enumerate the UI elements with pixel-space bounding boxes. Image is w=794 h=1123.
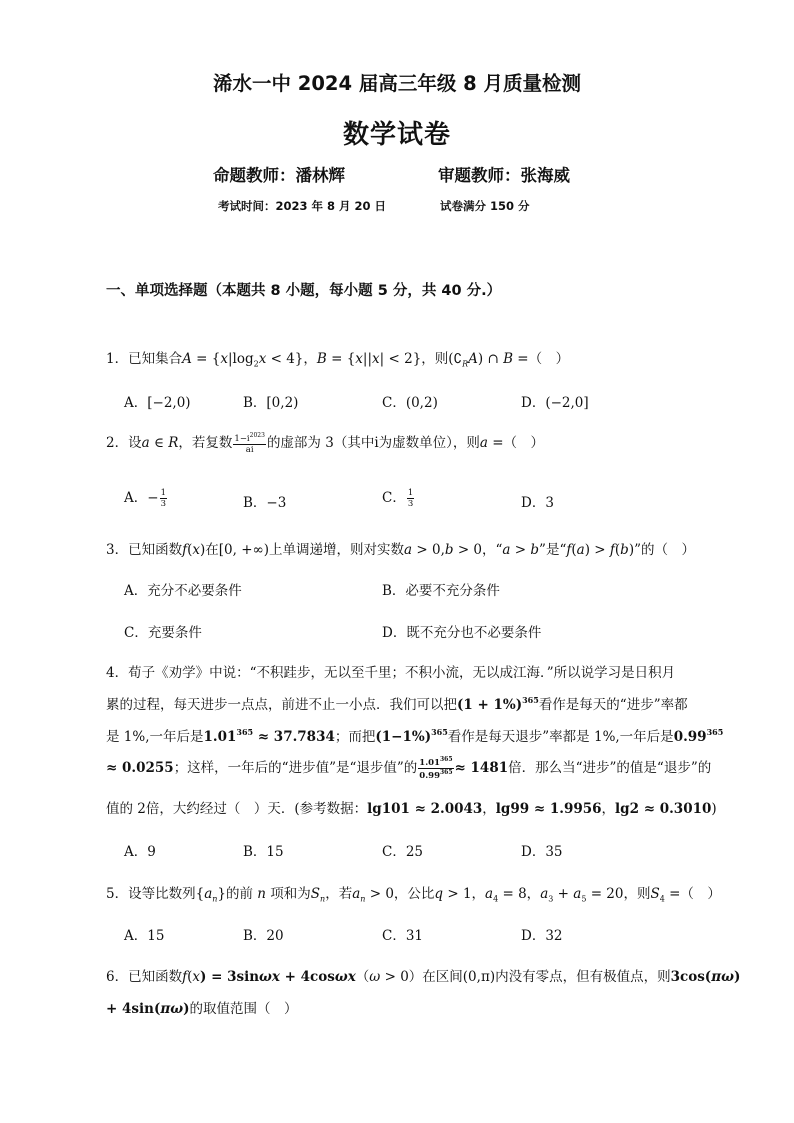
progress-ratio-fraction: $\frac{1.01^{365}}{0.99^{365}}$ — [419, 755, 453, 781]
q5-option-b: B．20 — [243, 928, 284, 944]
complex-fraction: $\frac{1-i^{2023}}{ai}$ — [234, 431, 265, 455]
question-4-line-4: ≈ 0.0255；这样，一年后的“进步值”是“退步值”的 $\frac{1.01^{365}}{0.99^{365}}$ ≈ 1481倍．那么当“进步”的值是“退步”的 — [106, 755, 712, 781]
q4-option-c: C．25 — [382, 844, 424, 860]
question-setter: 命题教师：潘林辉 — [213, 166, 345, 185]
question-1-stem: 1．已知集合$A = \{x|\log_2x < 4\}$，B = {x||x| < 2}，则$(∁_RA)$ ∩ B =（ ） — [106, 351, 570, 369]
q1-option-d: D．(−2,0] — [521, 395, 589, 411]
question-4-line-3: 是 1%,一年后是$1.01^{365} \approx 37.7834$；而把$(1-1\%)^{365}$看作是每天退步”率都是 1%,一年后是0.99$^{365}$ — [106, 727, 724, 745]
full-score: 试卷满分 150 分 — [440, 199, 530, 213]
q4-option-d: D．35 — [521, 844, 563, 860]
q3-option-a: A．充分不必要条件 — [124, 583, 242, 599]
q2-option-b: B．−3 — [243, 495, 287, 511]
question-reviewer: 审题教师：张海威 — [438, 166, 570, 185]
question-3-stem: 3．已知函数f(x)在[0, +∞)上单调递增，则对实数a > 0,b > 0，“a > b”是“f(a) > f(b)”的（ ） — [106, 542, 695, 558]
q4-option-a: A．9 — [124, 844, 156, 860]
q1-option-b: B．[0,2) — [243, 395, 299, 411]
question-6-line-1: 6．已知函数f(x) = 3sinωx + 4cosωx（ω > 0）在区间(0,π)内没有零点，但有极值点，则3cos(πω) — [106, 969, 741, 985]
q4-option-b: B．15 — [243, 844, 284, 860]
subject-title: 数学试卷 — [342, 120, 451, 150]
section-heading: 一、单项选择题（本题共 8 小题，每小题 5 分，共 40 分.） — [106, 283, 502, 299]
q5-option-d: D．32 — [521, 928, 563, 944]
question-6-line-2: + 4sin(πω)的取值范围（ ） — [106, 1001, 298, 1017]
q1-option-a: A．[−2,0) — [124, 395, 191, 411]
question-4-line-1: 4．荀子《劝学》中说：“不积跬步，无以至千里；不积小流，无以成江海．”所以说学习是日积月 — [106, 665, 676, 681]
q1-option-c: C．(0,2) — [382, 395, 438, 411]
question-4-line-5: 值的 2倍，大约经过（ ）天．(参考数据：lg101 ≈ 2.0043，lg99 ≈ 1.9956，lg2 ≈ 0.3010) — [106, 801, 717, 817]
exam-date: 考试时间：2023 年 8 月 20 日 — [218, 199, 387, 213]
school-exam-title: 浠水一中 2024 届高三年级 8 月质量检测 — [213, 72, 581, 95]
q5-option-a: A．15 — [124, 928, 165, 944]
q5-option-c: C．31 — [382, 928, 424, 944]
q3-option-c: C．充要条件 — [124, 625, 202, 641]
q2-option-d: D．3 — [521, 495, 554, 511]
q3-option-b: B．必要不充分条件 — [382, 583, 500, 599]
question-5-stem: 5．设等比数列$\{a_n\}$的前 n 项和为$S_n$，若$a_n > 0$，公比q > 1，$a_4 = 8$，$a_3 + a_5 = 20$，则$S_4$ =（ ） — [106, 886, 721, 904]
q2-option-a: A．− $\frac{1}{3}$ — [124, 487, 166, 509]
question-4-line-2: 累的过程，每天进步一点点，前进不止一小点．我们可以把$(1 + 1\%)^{365}$看作是每天的“进步”率都 — [106, 695, 688, 713]
question-2-stem: 2．设a ∈ R，若复数 $\frac{1-i^{2023}}{ai}$ 的虚部为 3（其中i为虚数单位），则a =（ ） — [106, 431, 545, 455]
q2-option-c: C． $\frac{1}{3}$ — [382, 487, 414, 509]
q3-option-d: D．既不充分也不必要条件 — [382, 625, 542, 641]
